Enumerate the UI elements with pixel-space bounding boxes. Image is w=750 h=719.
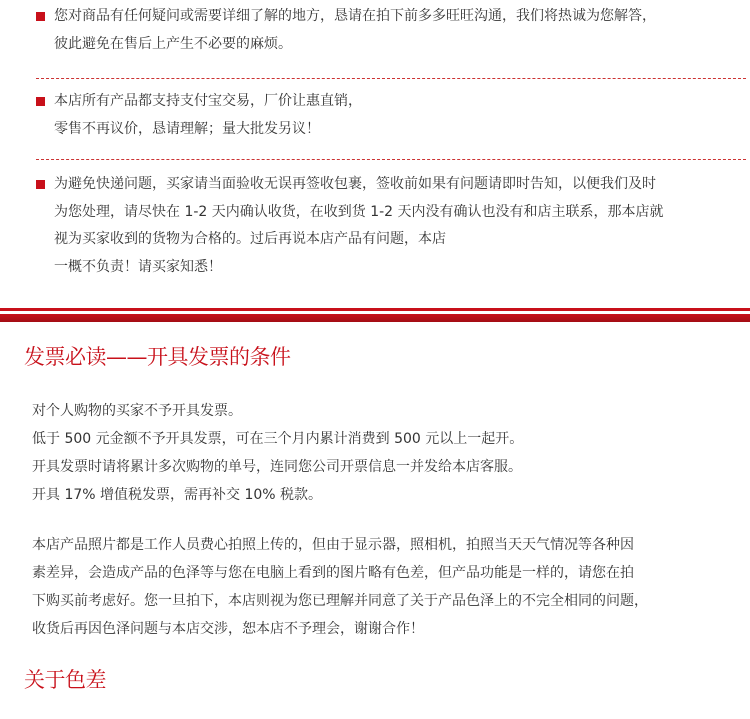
photo-note-line: 下购买前考虑好。您一旦拍下，本店则视为您已理解并同意了关于产品色泽上的不完全相同的问题， (32, 593, 648, 609)
notice-payment (36, 88, 736, 143)
invoice-section-title: 发票必读——开具发票的条件 (24, 345, 291, 369)
photo-note-line: 素差异，会造成产品的色泽等与您在电脑上看到的图片略有色差，但产品功能是一样的，请您在拍 (32, 565, 634, 581)
color-diff-section-title: 关于色差 (24, 668, 106, 692)
bullet-icon (36, 180, 45, 189)
notice-line: 零售不再议价，恳请理解；量大批发另议！ (54, 120, 320, 137)
notice-line: 本店所有产品都支持支付宝交易，厂价让惠直销， (54, 93, 362, 109)
invoice-line: 低于 500 元金额不予开具发票，可在三个月内累计消费到 500 元以上一起开。 (32, 431, 524, 447)
bullet-icon (36, 97, 45, 106)
photo-color-note (32, 531, 742, 643)
notice-line: 一概不负责！请买家知悉！ (54, 258, 222, 275)
bullet-icon (36, 12, 45, 21)
notice-consult (36, 3, 736, 58)
notice-line: 为避免快递问题，买家请当面验收无误再签收包裹，签收前如果有问题请即时告知，以便我们及时 (54, 176, 656, 192)
invoice-conditions (32, 397, 742, 509)
dotted-divider (36, 159, 746, 160)
notice-line: 视为买家收到的货物为合格的。过后再说本店产品有问题，本店 (54, 231, 446, 247)
notice-line: 彼此避免在售后上产生不必要的麻烦。 (54, 35, 292, 52)
invoice-line: 对个人购物的买家不予开具发票。 (32, 403, 242, 419)
photo-note-line: 本店产品照片都是工作人员费心拍照上传的，但由于显示器，照相机，拍照当天天气情况等各种因 (32, 537, 634, 553)
invoice-line: 开具发票时请将累计多次购物的单号，连同您公司开票信息一并发给本店客服。 (32, 459, 522, 475)
section-separator-thin (0, 308, 750, 311)
section-separator-thick (0, 314, 750, 322)
photo-note-line: 收货后再因色泽问题与本店交涉，恕本店不予理会，谢谢合作！ (32, 621, 424, 637)
notice-line: 您对商品有任何疑问或需要详细了解的地方，恳请在拍下前多多旺旺沟通，我们将热诚为您解答， (54, 8, 656, 24)
notice-delivery (36, 171, 736, 281)
notice-line: 为您处理，请尽快在 1-2 天内确认收货，在收到货 1-2 天内没有确认也没有和店主联系，那本店就 (54, 203, 664, 220)
invoice-line: 开具 17% 增值税发票，需再补交 10% 税款。 (32, 487, 323, 503)
dotted-divider (36, 78, 746, 79)
